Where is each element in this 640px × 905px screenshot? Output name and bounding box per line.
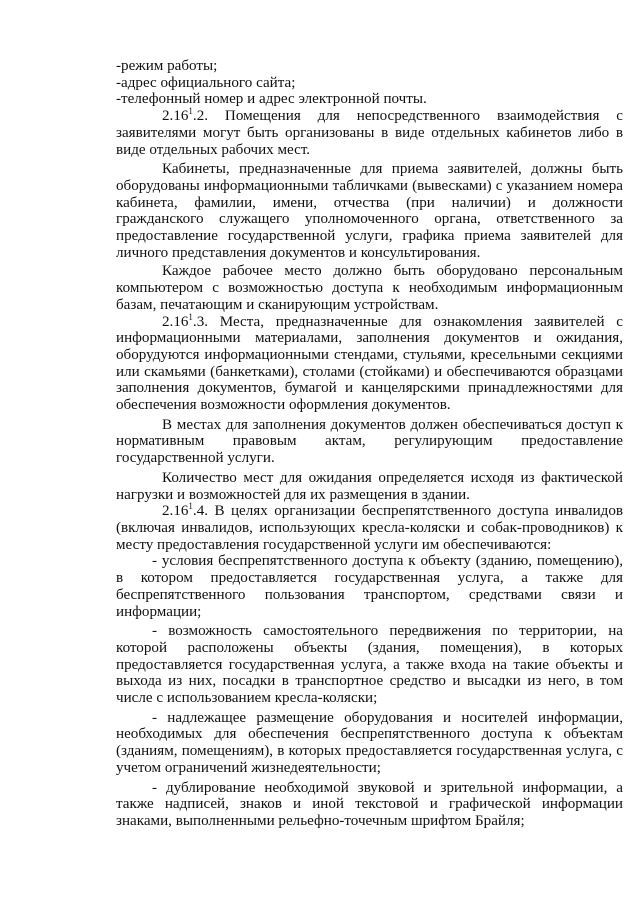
list-item-phone-email: -телефонный номер и адрес электронной почты. — [116, 91, 427, 108]
list-item-official-site: -адрес официального сайта; — [116, 74, 296, 91]
section-number-suffix: .2. — [192, 108, 209, 125]
list-item-work-schedule: -режим работы; — [116, 58, 218, 74]
dash-item-braille-duplication: - дублирование необходимой звуковой и зрительной информации, а также надписей, знаков и иной текстовой и графической информации знаками, выполненными рельефно-точечным шрифтом Брайля; — [116, 779, 623, 829]
section-number: 2.16 — [162, 503, 189, 520]
paragraph-2-16-1-4 — [116, 503, 623, 553]
paragraph-offices-signage: Кабинеты, предназначенные для приема заявителей, должны быть оборудованы информационными табличками (вывесками) с указанием номера кабинета, фамилии, имени, отчества (при наличии) и должности гражданского служащего уполномоченного органа, ответственного за предоставление государственной услуги, графика приема заявителей для личного представления документов и консультирования. — [116, 161, 623, 261]
paragraph-text: Помещения для непосредственного взаимодействия с заявителями могут быть организованы в виде отдельных кабинетов либо в виде отдельных рабочих мест. — [116, 108, 623, 158]
paragraph-2-16-1-3 — [116, 311, 623, 414]
paragraph-waiting-seats: Количество мест для ожидания определяется исходя из фактической нагрузки и возможностей для их размещения в здании. — [116, 469, 623, 503]
section-number-superscript: 1 — [188, 501, 193, 512]
paragraph-text: Места, предназначенные для ознакомления заявителей с информационными материалами, заполнения документов и ожидания, оборудуются информационными стендами, стульями, кресельными секциями или скамьями (банкетками), столами (стойками) и обеспечиваются образцами заполнения документов, бумагой и канцелярскими принадлежностями для обеспечения возможности оформления документов. — [116, 313, 623, 414]
paragraph-workplace-equipment: Каждое рабочее место должно быть оборудовано персональным компьютером с возможностью доступа к необходимым информационным базам, печатающим и сканирующим устройствам. — [116, 263, 623, 313]
section-number: 2.16 — [162, 108, 189, 125]
section-number-superscript: 1 — [188, 106, 193, 117]
paragraph-2-16-1-2 — [116, 108, 623, 158]
dash-item-access-conditions: - условия беспрепятственного доступа к объекту (зданию, помещению), в котором предоставляется государственная услуга, а также для беспрепятственного пользования транспортом, средствами связи и информации; — [116, 553, 623, 620]
dash-item-equipment-placement: - надлежащее размещение оборудования и носителей информации, необходимых для обеспечения беспрепятственного доступа к объектам (зданиям, помещениям), в которых предоставляется государственная услуга, с учетом ограничений жизнедеятельности; — [116, 709, 623, 776]
section-number-superscript: 1 — [188, 311, 193, 322]
paragraph-text: В целях организации беспрепятственного доступа инвалидов (включая инвалидов, использующих кресла-коляски и собак-проводников) к месту предоставления государственной услуги им обеспечиваются: — [116, 503, 623, 553]
document-body — [116, 58, 623, 830]
section-number-suffix: .3. — [192, 313, 209, 330]
section-number-suffix: .4. — [192, 503, 209, 520]
paragraph-legal-acts-access: В местах для заполнения документов должен обеспечиваться доступ к нормативным правовым актам, регулирующим предоставление государственной услуги. — [116, 416, 623, 467]
dash-item-independent-movement: - возможность самостоятельного передвижения по территории, на которой расположены объекты (здания, помещения), в которых предоставляется государственная услуга, а также входа на такие объекты и выхода из них, посадки в транспортное средство и высадки из него, в том числе с использованием кресла-коляски; — [116, 623, 623, 707]
section-number: 2.16 — [162, 313, 189, 330]
